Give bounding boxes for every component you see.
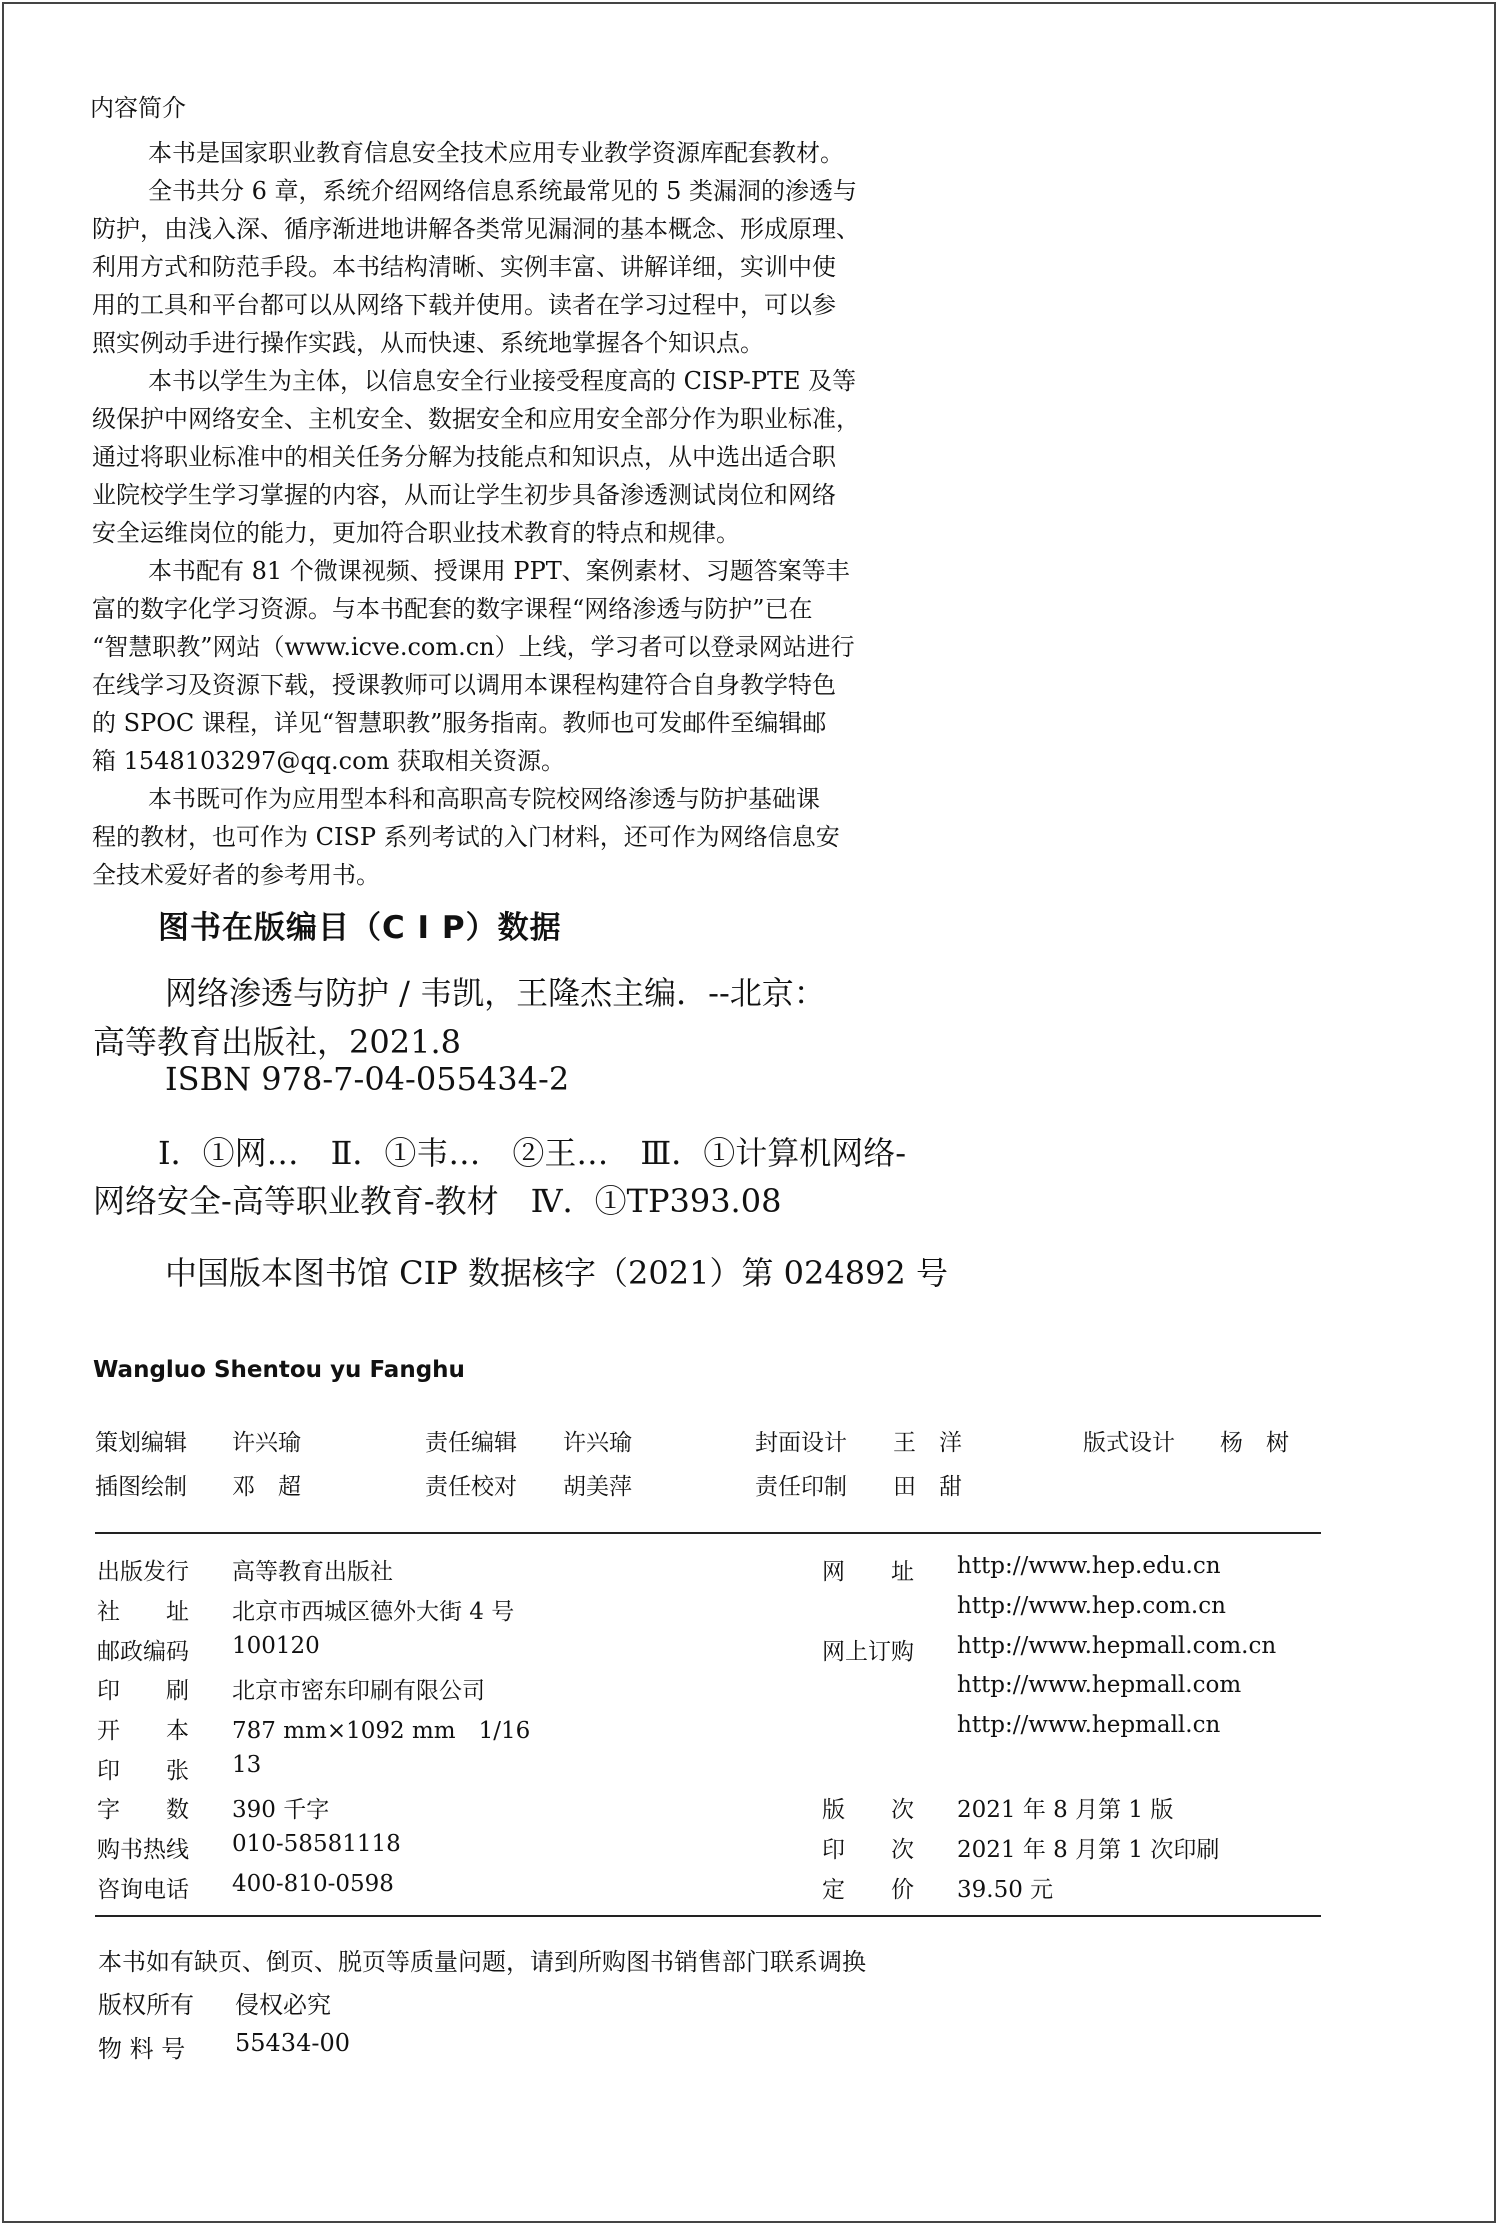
intro-line: 业院校学生学习掌握的内容，从而让学生初步具备渗透测试岗位和网络 xyxy=(92,481,836,509)
website-link[interactable]: http://www.hep.com.cn xyxy=(957,1593,1226,1619)
cip-title: 图书在版编目（C I P）数据 xyxy=(158,910,562,946)
info-value: 100120 xyxy=(232,1633,320,1659)
info-label: 邮政编码 xyxy=(97,1639,189,1665)
intro-line: 通过将职业标准中的相关任务分解为技能点和知识点，从中选出适合职 xyxy=(92,443,836,471)
intro-line: 全书共分 6 章，系统介绍网络信息系统最常见的 5 类漏洞的渗透与 xyxy=(148,177,858,205)
divider-top xyxy=(95,1532,1321,1534)
info-value: 北京市西城区德外大街 4 号 xyxy=(232,1599,515,1625)
order-link[interactable]: http://www.hepmall.com.cn xyxy=(957,1633,1277,1659)
cip-classification-2: 网络安全-高等职业教育-教材 Ⅳ．①TP393.08 xyxy=(93,1182,782,1220)
credit-label: 封面设计 xyxy=(755,1430,847,1456)
intro-line: 本书配有 81 个微课视频、授课用 PPT、案例素材、习题答案等丰 xyxy=(148,557,850,585)
info-value: 787 mm×1092 mm 1/16 xyxy=(232,1718,531,1744)
divider-bottom xyxy=(95,1915,1321,1917)
credit-label: 责任印制 xyxy=(755,1474,847,1500)
credit-label: 插图绘制 xyxy=(95,1474,187,1500)
intro-line: 照实例动手进行操作实践，从而快速、系统地掌握各个知识点。 xyxy=(92,329,764,357)
intro-line: 防护，由浅入深、循序渐进地讲解各类常见漏洞的基本概念、形成原理、 xyxy=(92,215,860,243)
info-value: 010-58581118 xyxy=(232,1831,401,1857)
cip-publisher: 高等教育出版社，2021.8 xyxy=(93,1023,461,1061)
info-value: 高等教育出版社 xyxy=(232,1559,393,1585)
info-label: 购书热线 xyxy=(97,1837,189,1863)
intro-line: 程的教材，也可作为 CISP 系列考试的入门材料，还可作为网络信息安 xyxy=(92,823,840,851)
intro-line: 富的数字化学习资源。与本书配套的数字课程“网络渗透与防护”已在 xyxy=(92,595,813,623)
intro-line: 本书以学生为主体，以信息安全行业接受程度高的 CISP-PTE 及等 xyxy=(148,367,857,395)
order-link[interactable]: http://www.hepmall.com xyxy=(957,1672,1242,1698)
intro-line: 全技术爱好者的参考用书。 xyxy=(92,861,380,889)
credit-value: 杨 树 xyxy=(1220,1430,1289,1456)
credit-value: 许兴瑜 xyxy=(563,1430,632,1456)
cip-isbn: ISBN 978-7-04-055434-2 xyxy=(165,1060,570,1098)
cip-book-info: 网络渗透与防护 / 韦凯，王隆杰主编．--北京： xyxy=(165,974,826,1012)
info-label: 出版发行 xyxy=(97,1559,189,1585)
rights-value: 侵权必究 xyxy=(235,1991,331,2019)
credit-value: 邓 超 xyxy=(232,1474,301,1500)
cip-classification-1: Ⅰ．①网… Ⅱ．①韦… ②王… Ⅲ．①计算机网络- xyxy=(158,1134,907,1172)
intro-line: 安全运维岗位的能力，更加符合职业技术教育的特点和规律。 xyxy=(92,519,740,547)
edition-value: 2021 年 8 月第 1 版 xyxy=(957,1797,1174,1823)
credit-label: 版式设计 xyxy=(1083,1430,1175,1456)
info-label: 印 刷 xyxy=(97,1678,189,1704)
info-value: 北京市密东印刷有限公司 xyxy=(232,1678,485,1704)
pinyin-title: Wangluo Shentou yu Fanghu xyxy=(93,1357,465,1383)
intro-line: 本书既可作为应用型本科和高职高专院校网络渗透与防护基础课 xyxy=(148,785,820,813)
intro-line: “智慧职教”网站（www.icve.com.cn）上线，学习者可以登录网站进行 xyxy=(92,633,855,661)
credit-value: 许兴瑜 xyxy=(232,1430,301,1456)
info-label: 咨询电话 xyxy=(97,1877,189,1903)
intro-line: 利用方式和防范手段。本书结构清晰、实例丰富、讲解详细，实训中使 xyxy=(92,253,836,281)
material-number: 55434-00 xyxy=(235,2029,350,2057)
edition-label: 版 次 xyxy=(822,1797,914,1823)
credit-value: 王 洋 xyxy=(893,1430,962,1456)
info-label: 印 张 xyxy=(97,1758,189,1784)
print-label: 印 次 xyxy=(822,1837,914,1863)
intro-heading: 内容简介 xyxy=(90,94,186,122)
intro-line: 本书是国家职业教育信息安全技术应用专业教学资源库配套教材。 xyxy=(148,139,844,167)
price-label: 定 价 xyxy=(822,1877,914,1903)
credit-value: 胡美萍 xyxy=(563,1474,632,1500)
rights-label: 版权所有 xyxy=(98,1991,194,2019)
info-label: 社 址 xyxy=(97,1599,189,1625)
intro-line: 的 SPOC 课程，详见“智慧职教”服务指南。教师也可发邮件至编辑邮 xyxy=(92,709,827,737)
intro-line: 用的工具和平台都可以从网络下载并使用。读者在学习过程中，可以参 xyxy=(92,291,836,319)
quality-notice: 本书如有缺页、倒页、脱页等质量问题，请到所购图书销售部门联系调换 xyxy=(98,1948,866,1976)
credit-value: 田 甜 xyxy=(893,1474,962,1500)
print-value: 2021 年 8 月第 1 次印刷 xyxy=(957,1837,1220,1863)
intro-line: 箱 1548103297@qq.com 获取相关资源。 xyxy=(92,747,565,775)
website-link[interactable]: http://www.hep.edu.cn xyxy=(957,1553,1221,1579)
credit-label: 责任编辑 xyxy=(425,1430,517,1456)
info-label: 字 数 xyxy=(97,1797,189,1823)
website-label: 网 址 xyxy=(822,1559,914,1585)
cip-verify-number: 中国版本图书馆 CIP 数据核字（2021）第 024892 号 xyxy=(165,1254,948,1292)
credit-label: 策划编辑 xyxy=(95,1430,187,1456)
info-label: 开 本 xyxy=(97,1718,189,1744)
price-value: 39.50 元 xyxy=(957,1877,1054,1903)
material-label: 物 料 号 xyxy=(98,2035,186,2063)
info-value: 390 千字 xyxy=(232,1797,330,1823)
online-order-label: 网上订购 xyxy=(822,1639,914,1665)
intro-line: 级保护中网络安全、主机安全、数据安全和应用安全部分作为职业标准， xyxy=(92,405,860,433)
info-value: 400-810-0598 xyxy=(232,1871,394,1897)
intro-line: 在线学习及资源下载，授课教师可以调用本课程构建符合自身教学特色 xyxy=(92,671,836,699)
credit-label: 责任校对 xyxy=(425,1474,517,1500)
order-link[interactable]: http://www.hepmall.cn xyxy=(957,1712,1221,1738)
info-value: 13 xyxy=(232,1752,262,1778)
